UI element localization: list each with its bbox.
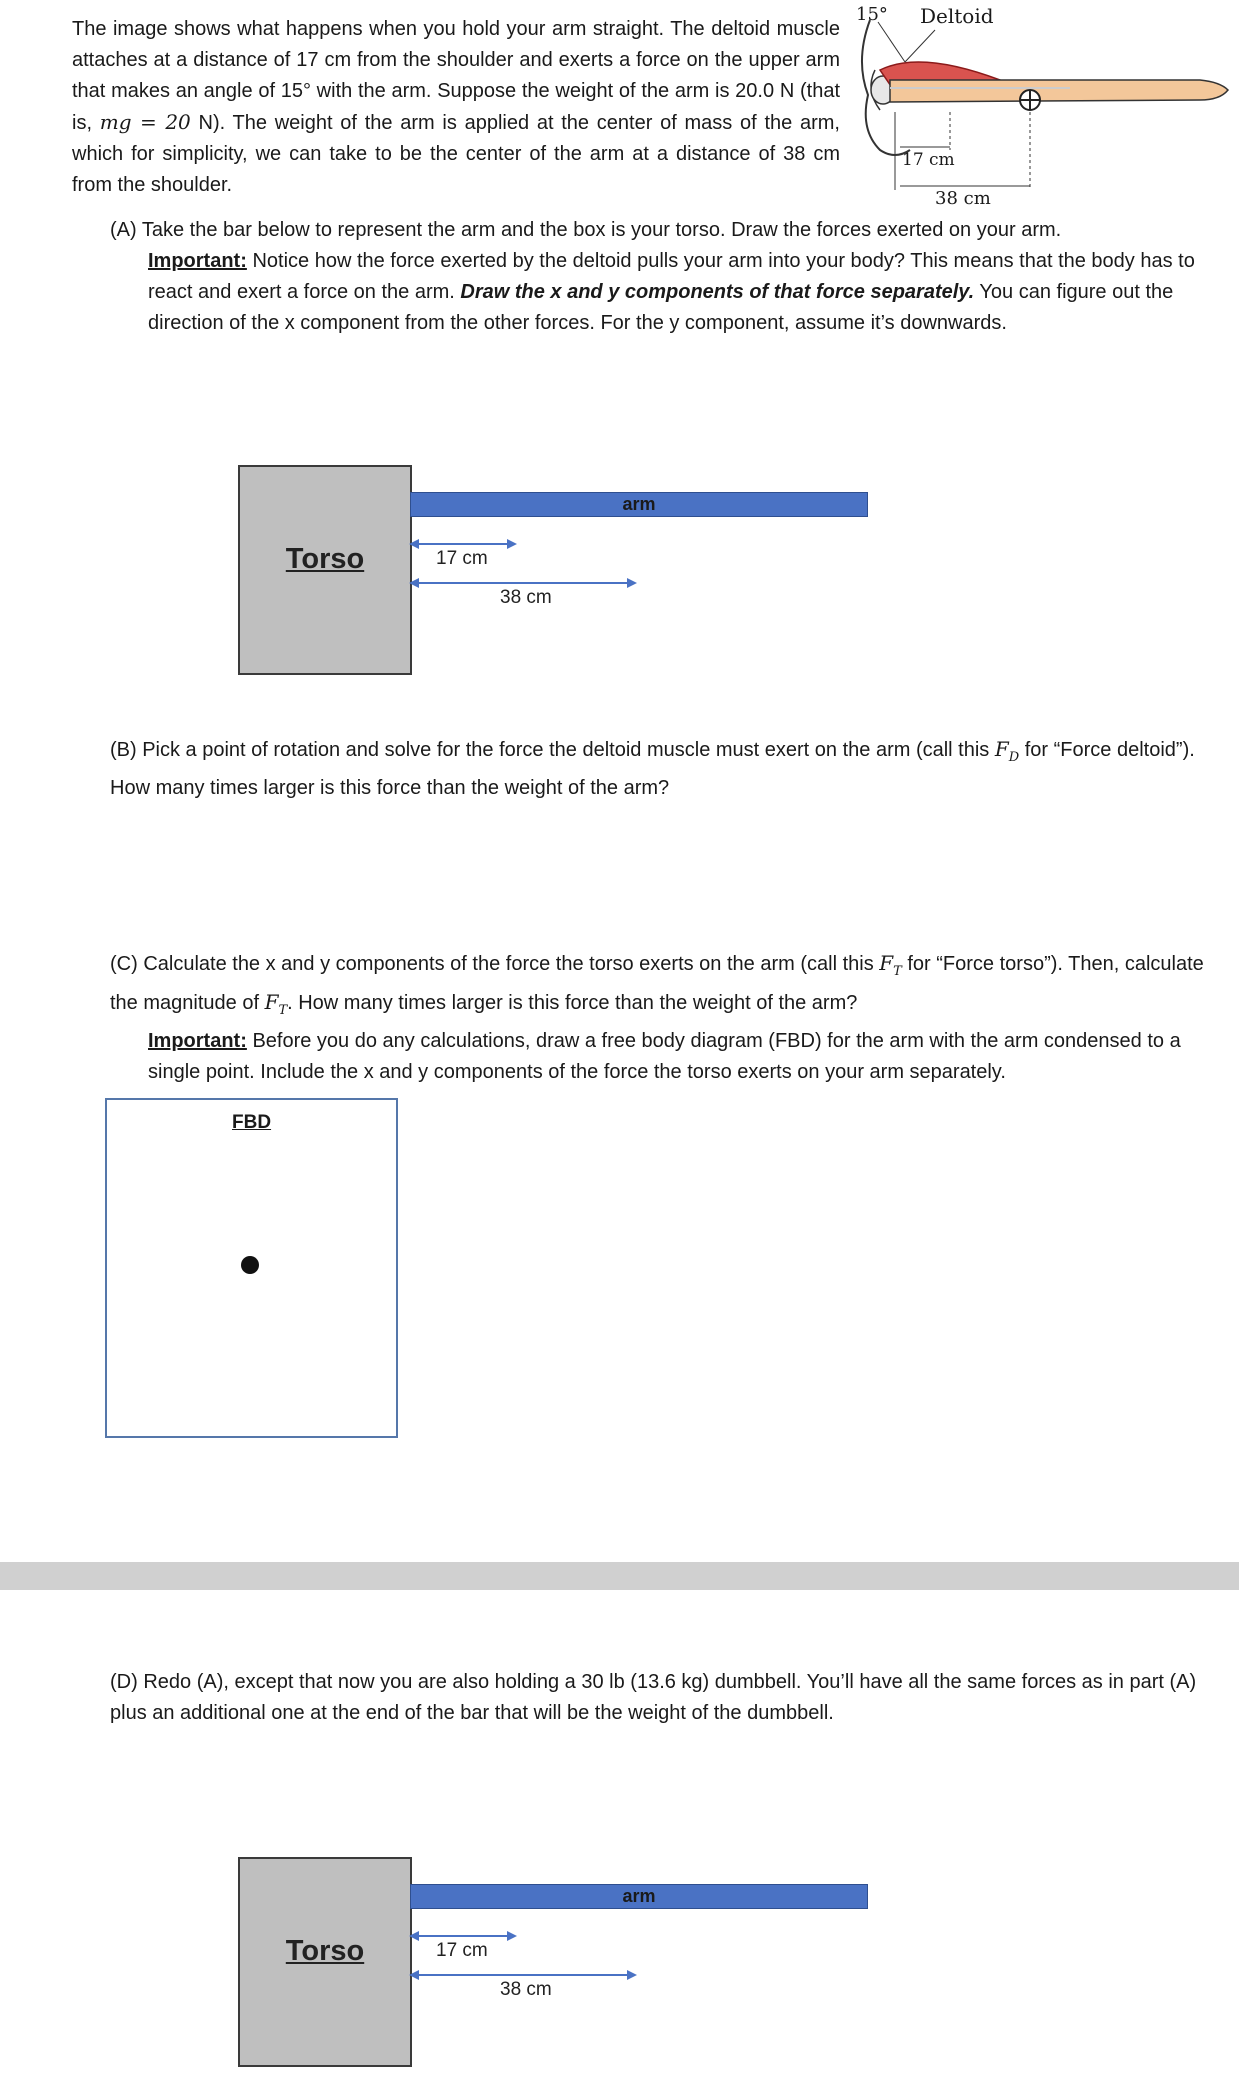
dim-38-1: 38 cm xyxy=(500,587,552,608)
part-c-text2: for “Force torso”). Then, calculate the magnitude of xyxy=(110,953,1204,1014)
arm-shape xyxy=(890,80,1228,102)
part-a-bold: Draw the x and y components of that force separately. xyxy=(460,281,975,303)
torso-label-2: Torso xyxy=(285,1935,365,1967)
fbd-label: FBD xyxy=(232,1112,272,1133)
part-b-text2: for “Force deltoid”). How many times larger is this force than the weight of the arm? xyxy=(110,739,1195,799)
part-c-text1: (C) Calculate the x and y components of the force the torso exerts on the arm (call this xyxy=(110,953,880,975)
figure-dist-17: 17 cm xyxy=(902,150,955,170)
arm-label-1: arm xyxy=(622,494,656,514)
fbd-box[interactable] xyxy=(105,1098,398,1438)
part-c-text3: . How many times larger is this force than the weight of the arm? xyxy=(287,992,858,1014)
figure-dist-38: 38 cm xyxy=(935,188,991,209)
part-a xyxy=(110,215,1220,339)
arm-bar-1 xyxy=(410,492,868,517)
part-c-sub: T xyxy=(893,964,902,979)
page-separator xyxy=(0,1562,1239,1590)
part-b xyxy=(110,734,1220,804)
arm-label-2: arm xyxy=(622,1886,656,1906)
arm-figure xyxy=(850,0,1235,215)
intro-text-b: N). The weight of the arm is applied at the center of mass of the arm, which for simplicity, we can take to be the center of the arm at a distance of 38 cm from the shoulder. xyxy=(72,112,840,196)
intro-text-a: The image shows what happens when you hold your arm straight. The deltoid muscle attaches at a distance of 17 cm from the shoulder and exerts a force on the upper arm that makes an angle of 15° with the arm. Suppose the weight of the arm is 20.0 N (that is, xyxy=(72,18,840,134)
intro-paragraph xyxy=(72,14,840,201)
part-b-text1: (B) Pick a point of rotation and solve for the force the deltoid muscle must exert on the arm (call this xyxy=(110,739,995,761)
part-a-text2: You can figure out the direction of the x component from the other forces. For the y component, assume it’s downwards. xyxy=(148,281,1174,334)
part-a-important: Important: xyxy=(148,250,247,272)
fbd-point xyxy=(241,1256,259,1274)
part-b-sym: F xyxy=(994,737,1009,761)
dim-17-2: 17 cm xyxy=(436,1940,488,1961)
part-c-text4: Before you do any calculations, draw a free body diagram (FBD) for the arm with the arm condensed to a single point. Include the x and y components of the force the torso exerts on your arm separately. xyxy=(148,1030,1181,1083)
part-c-important: Important: xyxy=(148,1030,247,1052)
torso-label-1: Torso xyxy=(285,543,365,575)
torso-box-1 xyxy=(238,465,412,675)
deltoid-label: Deltoid xyxy=(920,4,994,28)
dim-17-1: 17 cm xyxy=(436,548,488,569)
part-c-sub-2: T xyxy=(278,1003,288,1018)
part-a-text1: Notice how the force exerted by the deltoid pulls your arm into your body? This means that the body has to react and exert a force on the arm. xyxy=(148,250,1195,303)
arm-bar-2 xyxy=(410,1884,868,1909)
torso-box-2 xyxy=(238,1857,412,2067)
part-b-sub: D xyxy=(1008,750,1020,765)
part-d xyxy=(110,1667,1220,1729)
part-c-sym-2: F xyxy=(264,990,279,1014)
arm-illustration xyxy=(850,0,1235,215)
part-c-sym: F xyxy=(879,951,894,975)
part-a-line1: (A) Take the bar below to represent the arm and the box is your torso. Draw the forces exerted on your arm. xyxy=(110,219,1062,241)
part-d-text: (D) Redo (A), except that now you are also holding a 30 lb (13.6 kg) dumbbell. You’ll have all the same forces as in part (A) plus an additional one at the end of the bar that will be the weight of the dumbbell. xyxy=(110,1671,1197,1724)
angle-label: 15° xyxy=(856,4,888,25)
dim-38-2: 38 cm xyxy=(500,1979,552,2000)
part-c xyxy=(110,948,1220,1088)
intro-math: mg = 20 xyxy=(99,110,191,134)
